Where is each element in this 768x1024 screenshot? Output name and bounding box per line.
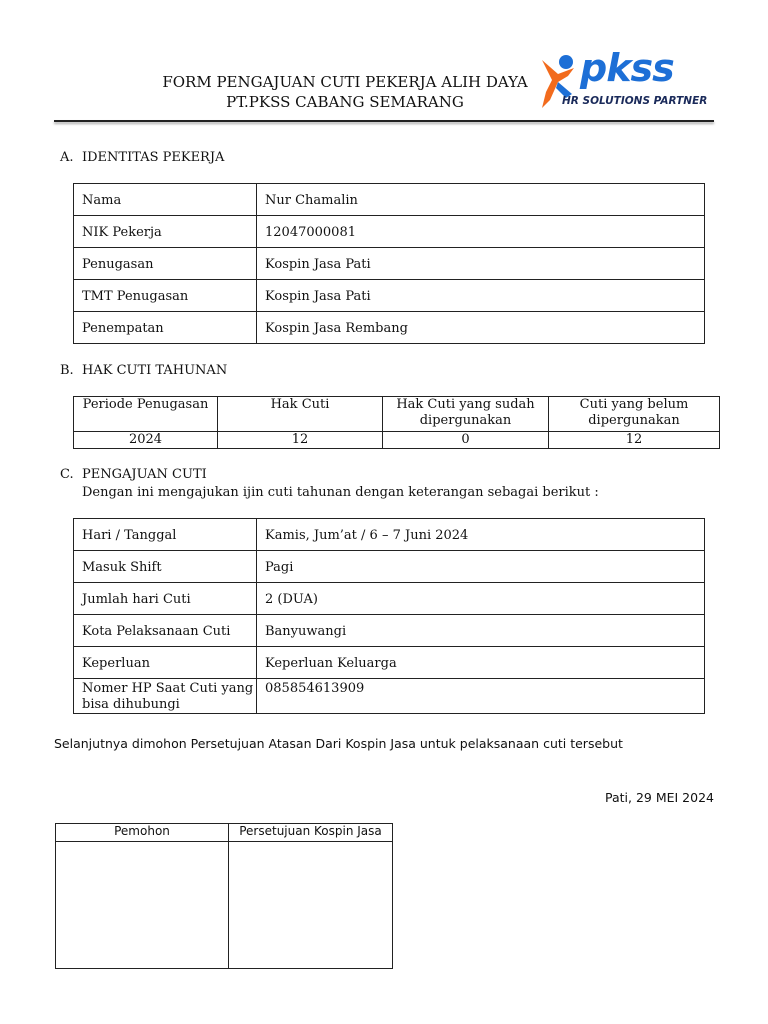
- table-row: [74, 312, 705, 344]
- request-label: Hari / Tanggal: [82, 528, 177, 543]
- table-cell: 2024: [74, 432, 218, 449]
- section-a-title: IDENTITAS PEKERJA: [82, 150, 225, 165]
- table-row: [74, 432, 720, 449]
- section-b-heading: [60, 363, 227, 379]
- signature-header-applicant: Pemohon: [56, 824, 229, 842]
- table-cell: 0: [383, 432, 549, 449]
- place-date: Pati, 29 MEI 2024: [605, 790, 714, 805]
- table-row: [74, 679, 705, 714]
- request-label: Keperluan: [82, 656, 150, 671]
- identity-value: Kospin Jasa Rembang: [265, 321, 408, 336]
- request-value: Kamis, Jum’at / 6 – 7 Juni 2024: [265, 528, 469, 543]
- table-row: [74, 615, 705, 647]
- identity-label: Penempatan: [82, 321, 164, 336]
- section-b-title: HAK CUTI TAHUNAN: [82, 363, 228, 378]
- table-row: [74, 647, 705, 679]
- column-header: Cuti yang belum dipergunakan: [549, 397, 720, 432]
- request-label: Nomer HP Saat Cuti yang bisa dihubungi: [82, 681, 254, 712]
- section-c-letter: C.: [60, 467, 74, 482]
- request-label: Jumlah hari Cuti: [82, 592, 191, 607]
- request-value: Pagi: [265, 560, 294, 575]
- table-row: [74, 519, 705, 551]
- table-row: [74, 216, 705, 248]
- request-value: Banyuwangi: [265, 624, 347, 639]
- identity-label: Nama: [82, 193, 122, 208]
- table-cell: 12: [218, 432, 383, 449]
- request-label: Kota Pelaksanaan Cuti: [82, 624, 231, 639]
- company-branch: PT.PKSS CABANG SEMARANG: [226, 93, 464, 111]
- table-row: [74, 280, 705, 312]
- identity-table: [73, 183, 705, 344]
- signature-table: [55, 823, 393, 969]
- column-header: Periode Penugasan: [74, 397, 218, 432]
- table-cell: 12: [549, 432, 720, 449]
- identity-value: Kospin Jasa Pati: [265, 289, 371, 304]
- logo-wordmark: pkss: [580, 46, 674, 90]
- signature-box-applicant: [56, 842, 229, 969]
- identity-value: Nur Chamalin: [265, 193, 358, 208]
- closing-statement: Selanjutnya dimohon Persetujuan Atasan Dari Kospin Jasa untuk pelaksanaan cuti tersebut: [54, 736, 623, 751]
- form-title: FORM PENGAJUAN CUTI PEKERJA ALIH DAYA: [162, 73, 528, 91]
- request-value: 2 (DUA): [265, 592, 318, 607]
- table-row: [74, 551, 705, 583]
- signature-header-approval: Persetujuan Kospin Jasa: [229, 824, 393, 842]
- table-row: [56, 842, 393, 969]
- identity-label: NIK Pekerja: [82, 225, 162, 240]
- table-row: [74, 248, 705, 280]
- section-b-letter: B.: [60, 363, 74, 378]
- request-value: 085854613909: [265, 681, 365, 696]
- section-c-intro: Dengan ini mengajukan ijin cuti tahunan dengan keterangan sebagai berikut :: [82, 485, 599, 500]
- signature-box-approval: [229, 842, 393, 969]
- identity-value: Kospin Jasa Pati: [265, 257, 371, 272]
- identity-label: TMT Penugasan: [82, 289, 189, 304]
- table-row: [74, 184, 705, 216]
- identity-label: Penugasan: [82, 257, 154, 272]
- logo-tagline: HR SOLUTIONS PARTNER: [562, 95, 708, 107]
- column-header: Hak Cuti: [218, 397, 383, 432]
- table-header-row: [56, 824, 393, 842]
- header-divider: [54, 120, 714, 122]
- section-a-heading: [60, 150, 224, 166]
- leave-request-table: [73, 518, 705, 714]
- section-c-heading: [60, 467, 207, 483]
- request-value: Keperluan Keluarga: [265, 656, 397, 671]
- column-header: Hak Cuti yang sudah dipergunakan: [383, 397, 549, 432]
- table-row: [74, 583, 705, 615]
- section-c-title: PENGAJUAN CUTI: [82, 467, 207, 482]
- pkss-logo: [528, 46, 718, 112]
- identity-value: 12047000081: [265, 225, 356, 240]
- section-a-letter: A.: [60, 150, 74, 165]
- leave-entitlement-table: [73, 396, 720, 449]
- request-label: Masuk Shift: [82, 560, 162, 575]
- table-header-row: [74, 397, 720, 432]
